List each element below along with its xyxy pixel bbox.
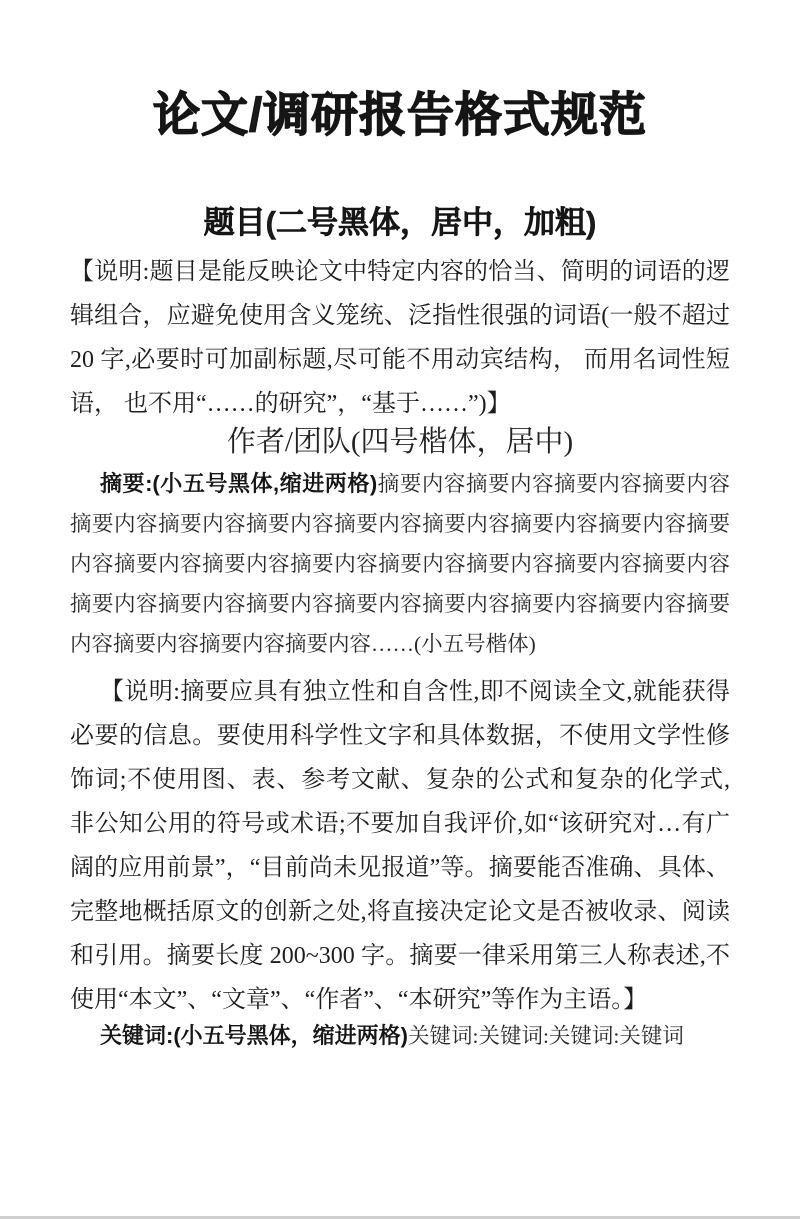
keywords-label: 关键词:(小五号黑体，缩进两格) bbox=[100, 1023, 408, 1048]
keywords-body-text: 关键词:关键词:关键词:关键词 bbox=[407, 1024, 684, 1048]
abstract-font-note: ……(小五号楷体) bbox=[371, 632, 536, 656]
title-explanation-note: 【说明:题目是能反映论文中特定内容的恰当、简明的词语的逻辑组合，应避免使用含义笼统、泛指性很强的词语(一般不超过 20 字,必要时可加副标题,尽可能不用动宾结构， 而用名词性短语， 也不用“……的研究”，“基于……”)】 bbox=[70, 259, 730, 417]
document-page bbox=[0, 88, 800, 1056]
title-format-heading: 题目(二号黑体，居中，加粗) bbox=[203, 205, 597, 240]
keywords-paragraph bbox=[70, 1016, 730, 1056]
page-title: 论文/调研报告格式规范 bbox=[152, 88, 648, 141]
abstract-explanation-note: 【说明:摘要应具有独立性和自含性,即不阅读全文,就能获得必要的信息。要使用科学性文字和具体数据，不使用文学性修饰词;不使用图、表、参考文献、复杂的公式和复杂的化学式,非公知公用的符号或术语;不要加自我评价,如“该研究对…有广阔的应用前景”，“目前尚未见报道”等。摘要能否准确、具体、完整地概括原文的创新之处,将直接决定论文是否被收录、阅读和引用。摘要长度 200~300 字。摘要一律采用第三人称表述,不使用“本文”、“文章”、“作者”、“本研究”等作为主语。】 bbox=[70, 679, 730, 1013]
abstract-paragraph bbox=[70, 464, 730, 664]
abstract-body-text: 摘要内容摘要内容摘要内容摘要内容摘要内容摘要内容摘要内容摘要内容摘要内容摘要内容摘要内容摘要内容摘要内容摘要内容摘要内容摘要内容摘要内容摘要内容摘要内容摘要内容摘要内容摘要内容摘要内容摘要内容摘要内容摘要内容摘要内容摘要内容摘要内容摘要内容 bbox=[70, 472, 730, 656]
abstract-label: 摘要:(小五号黑体,缩进两格) bbox=[100, 471, 378, 496]
author-team-line: 作者/团队(四号楷体，居中) bbox=[226, 426, 574, 458]
